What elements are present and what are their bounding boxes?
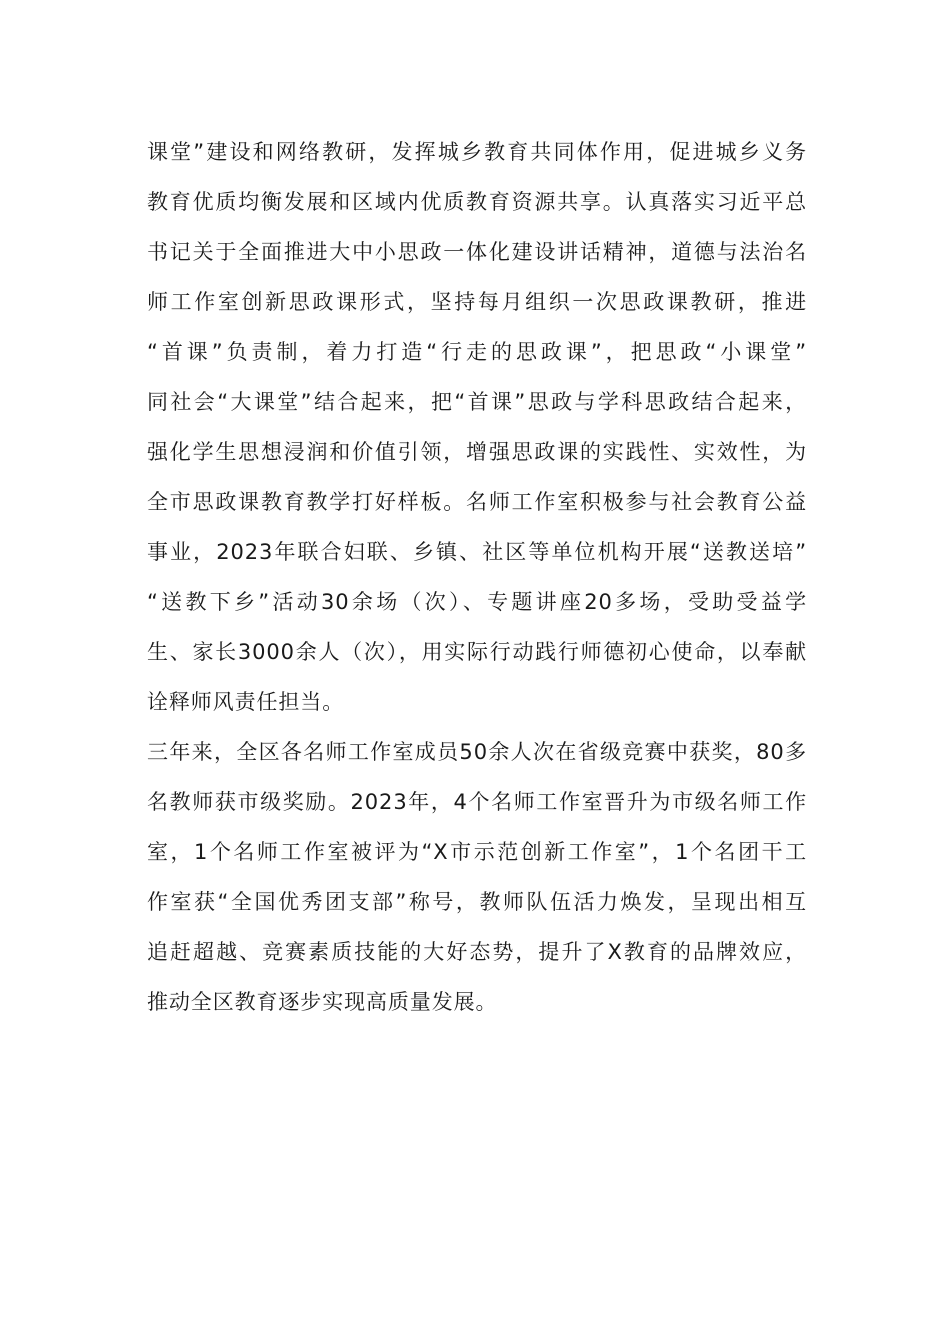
text-line: “送教下乡”活动30余场（次）、专题讲座20多场，受助受益学 bbox=[147, 590, 807, 614]
text-line: 生、家长3000余人（次），用实际行动践行师德初心使命，以奉献 bbox=[147, 640, 807, 664]
text-line: 三年来，全区各名师工作室成员50余人次在省级竞赛中获奖，80多 bbox=[147, 740, 807, 764]
text-line: 诠释师风责任担当。 bbox=[147, 690, 345, 714]
text-line: 课堂”建设和网络教研，发挥城乡教育共同体作用，促进城乡义务 bbox=[147, 140, 807, 164]
text-line: 书记关于全面推进大中小思政一体化建设讲话精神，道德与法治名 bbox=[147, 240, 807, 264]
text-line: 强化学生思想浸润和价值引领，增强思政课的实践性、实效性，为 bbox=[147, 440, 807, 464]
text-line: 作室获“全国优秀团支部”称号，教师队伍活力焕发，呈现出相互 bbox=[147, 890, 807, 914]
text-line: 室，1个名师工作室被评为“X市示范创新工作室”，1个名团干工 bbox=[147, 840, 807, 864]
text-line: 名教师获市级奖励。2023年，4个名师工作室晋升为市级名师工作 bbox=[147, 790, 807, 814]
text-line: 教育优质均衡发展和区域内优质教育资源共享。认真落实习近平总 bbox=[147, 190, 807, 214]
text-line: 推动全区教育逐步实现高质量发展。 bbox=[147, 990, 498, 1014]
text-line: 全市思政课教育教学打好样板。名师工作室积极参与社会教育公益 bbox=[147, 490, 807, 514]
text-line: 事业，2023年联合妇联、乡镇、社区等单位机构开展“送教送培” bbox=[147, 540, 807, 564]
text-line: “首课”负责制，着力打造“行走的思政课”，把思政“小课堂” bbox=[147, 340, 807, 364]
text-line: 师工作室创新思政课形式，坚持每月组织一次思政课教研，推进 bbox=[147, 290, 807, 314]
text-line: 同社会“大课堂”结合起来，把“首课”思政与学科思政结合起来， bbox=[147, 390, 807, 414]
text-line: 追赶超越、竞赛素质技能的大好态势，提升了X教育的品牌效应， bbox=[147, 940, 807, 964]
